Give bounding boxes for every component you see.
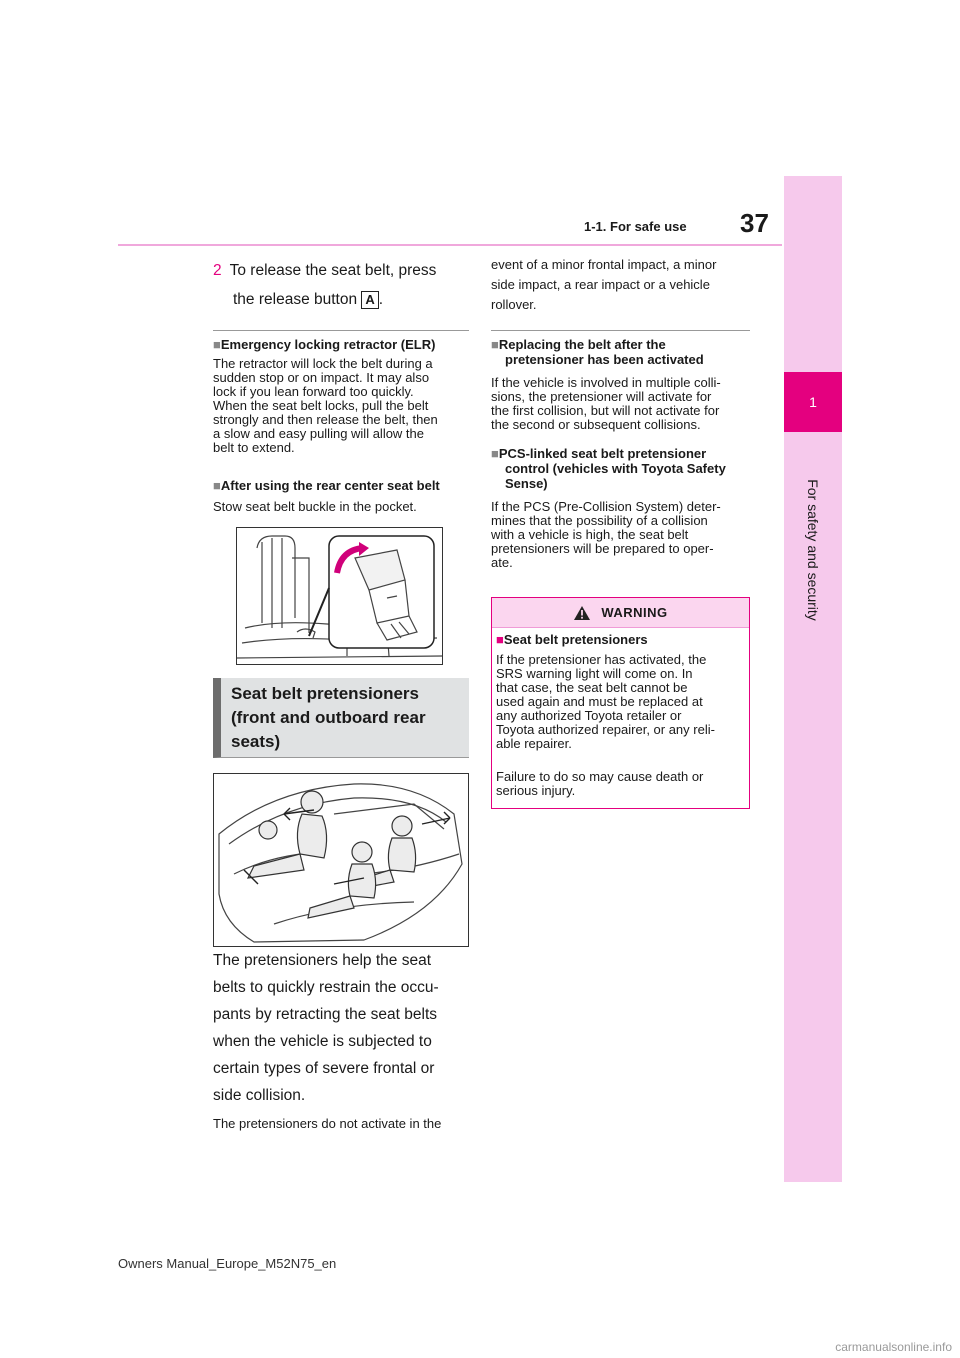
pretensioner-note: The pretensioners do not activate in the: [213, 1116, 442, 1131]
chapter-label-container: [784, 440, 842, 660]
divider: [213, 330, 469, 331]
chapter-label: For safety and security: [805, 479, 821, 621]
seat-buckle-illustration: [236, 527, 443, 665]
rear-center-heading: ■After using the rear center seat belt: [213, 478, 440, 493]
release-button-label: A: [361, 291, 378, 309]
pcs-body: If the PCS (Pre-Collision System) deter- mines that the possibility of a collision with a vehicle is high, the seat belt pretensioners will be prepared to oper- ate.: [491, 499, 721, 570]
chapter-tab: [784, 176, 842, 1182]
pcs-heading: ■PCS-linked seat belt pretensioner control (vehicles with Toyota Safety Sense): [491, 446, 726, 491]
warning-triangle-icon: [573, 605, 591, 621]
footer: Owners Manual_Europe_M52N75_en: [118, 1256, 337, 1271]
warning-title: WARNING: [601, 605, 668, 620]
elr-body: The retractor will lock the belt during a sudden stop or on impact. It may also lock if you lean forward too quickly. When the seat belt locks, pull the belt strongly and then release the belt, then a slow and easy pulling will allow the belt to extend.: [213, 356, 438, 455]
step-2-line2: the release button A .: [233, 291, 384, 308]
pretensioner-body: The pretensioners help the seat belts to quickly restrain the occu- pants by retracting the seat belts when the vehicle is subjected to certain types of severe frontal or side collision.: [213, 952, 439, 1104]
header-rule: [118, 244, 782, 246]
watermark: carmanualsonline.info: [835, 1340, 952, 1354]
rear-center-body: Stow seat belt buckle in the pocket.: [213, 499, 417, 514]
section-title: 1-1. For safe use: [584, 219, 687, 234]
vehicle-occupants-illustration: [213, 773, 469, 947]
replacing-body: If the vehicle is involved in multiple colli- sions, the pretensioner will activate for the first collision, but will not activate for the second or subsequent collisions.: [491, 375, 721, 432]
elr-heading: ■Emergency locking retractor (ELR): [213, 337, 436, 352]
warning-header: [492, 598, 749, 628]
replacing-heading: ■Replacing the belt after the pretensioner has been activated: [491, 337, 704, 367]
chapter-number: 1: [784, 372, 842, 432]
warning-box: [491, 597, 750, 809]
continued-text: event of a minor frontal impact, a minor side impact, a rear impact or a vehicle rollover.: [491, 257, 717, 312]
warning-heading: ■Seat belt pretensioners: [496, 632, 648, 647]
warning-body-1: If the pretensioner has activated, the SRS warning light will come on. In that case, the seat belt cannot be used again and must be replaced at any authorized Toyota retailer or Toyota authorized repairer, or any reli- able repairer.: [496, 652, 715, 751]
page-number: 37: [740, 208, 769, 238]
step-2-line1: 2 To release the seat belt, press: [213, 262, 437, 279]
pretensioner-section-heading: Seat belt pretensioners (front and outboard rear seats): [213, 678, 469, 758]
warning-body-2: Failure to do so may cause death or serious injury.: [496, 769, 704, 798]
step-number: 2: [213, 262, 222, 279]
divider: [491, 330, 750, 331]
